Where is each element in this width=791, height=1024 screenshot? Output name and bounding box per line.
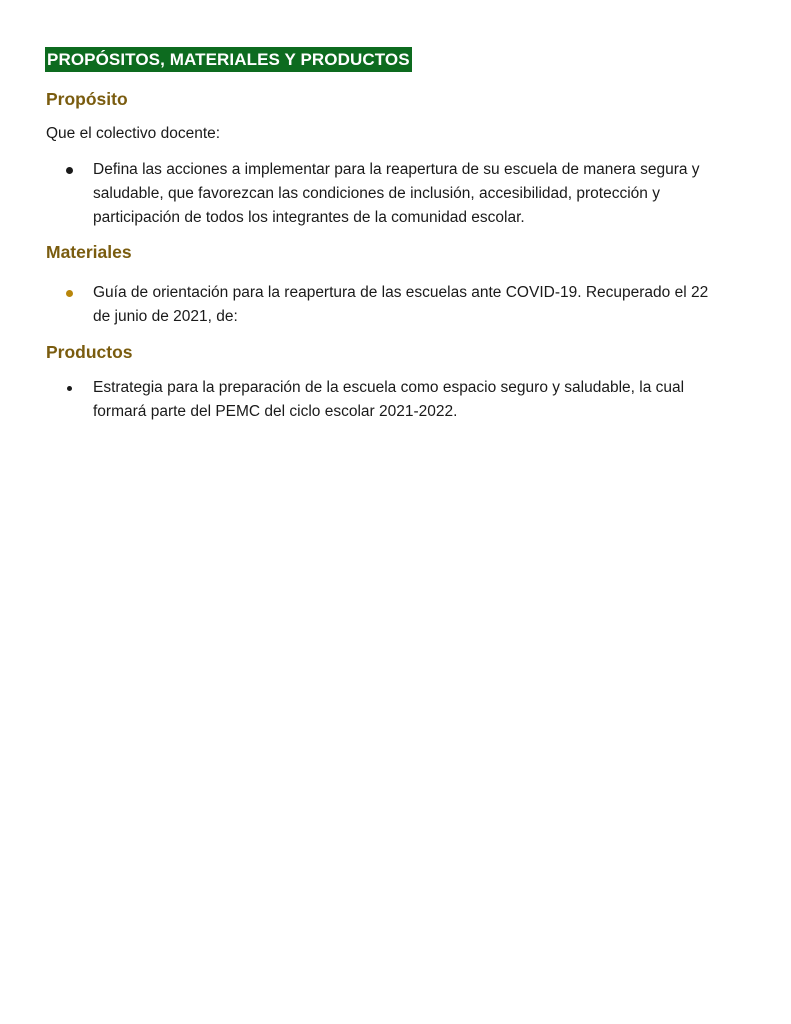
list-item <box>66 281 756 329</box>
text-line: Estrategia para la preparación de la escuela como espacio seguro y saludable, la cual <box>93 379 685 396</box>
text-line: de junio de 2021, de: <box>93 308 238 325</box>
list-item-text <box>93 376 756 424</box>
bullet-icon <box>67 386 72 391</box>
productos-heading: Productos <box>46 342 133 362</box>
text-line: Guía de orientación para la reapertura de las escuelas ante COVID-19. Recuperado el 22 <box>93 284 709 301</box>
list-item-text <box>93 281 756 329</box>
text-line: formará parte del PEMC del ciclo escolar 2021-2022. <box>93 403 458 420</box>
text-line: Defina las acciones a implementar para la reapertura de su escuela de manera segura y <box>93 161 700 178</box>
proposito-heading: Propósito <box>46 89 128 109</box>
list-item <box>66 376 756 424</box>
proposito-intro: Que el colectivo docente: <box>46 125 221 142</box>
text-line: participación de todos los integrantes de la comunidad escolar. <box>93 209 525 226</box>
materiales-heading: Materiales <box>46 242 132 262</box>
bullet-icon <box>66 290 73 297</box>
list-item <box>66 158 756 230</box>
section-banner: PROPÓSITOS, MATERIALES Y PRODUCTOS <box>45 47 412 72</box>
list-item-text <box>93 158 756 230</box>
text-line: saludable, que favorezcan las condiciones de inclusión, accesibilidad, protección y <box>93 185 660 202</box>
bullet-icon <box>66 167 73 174</box>
